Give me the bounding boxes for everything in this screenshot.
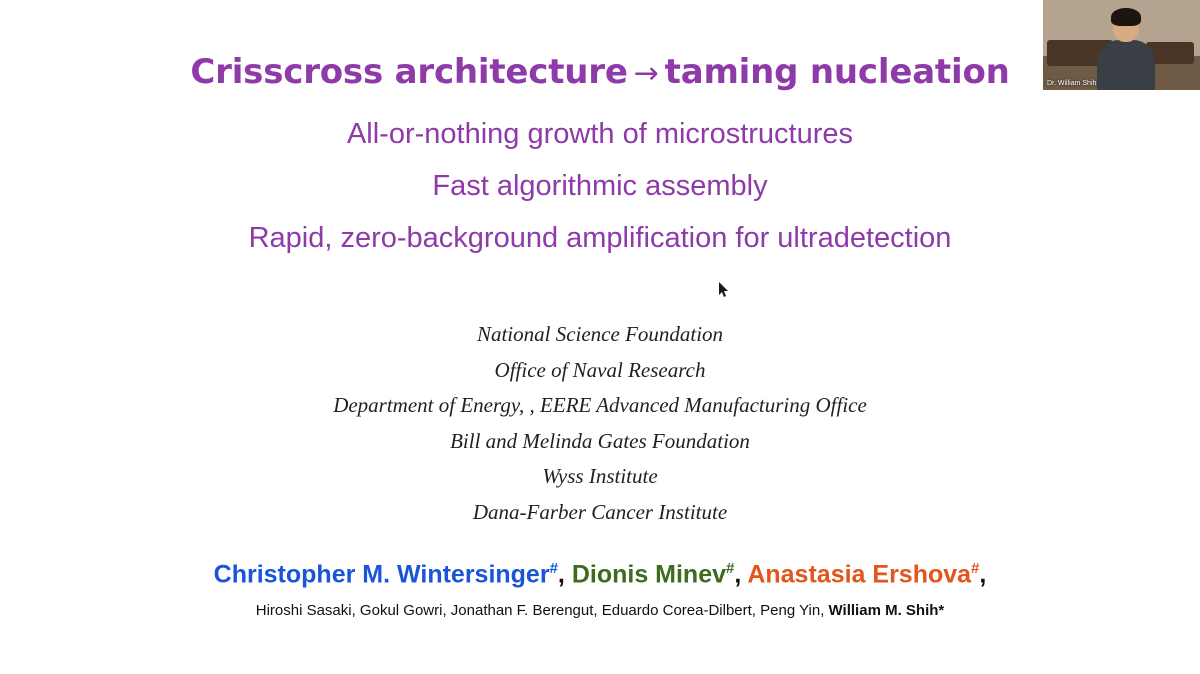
author-name-primary-1: Christopher M. Wintersinger xyxy=(213,560,550,589)
slide-subtitle-2: Fast algorithmic assembly xyxy=(432,170,768,202)
author-trailing-comma: , xyxy=(979,560,987,589)
slide-title-part-1: Crisscross architecture xyxy=(190,52,628,92)
funder-item: Wyss Institute xyxy=(542,464,658,488)
video-feed xyxy=(1043,0,1200,90)
participant-name-label: Dr. William Shih xyxy=(1047,80,1097,87)
secondary-authors-text: Hiroshi Sasaki, Gokul Gowri, Jonathan F. Berengut, Eduardo Corea-Dilbert, Peng Yin, xyxy=(255,602,829,619)
slide-subtitle-list xyxy=(0,108,1200,264)
author-separator-1: , xyxy=(557,560,572,589)
author-name-primary-2: Dionis Minev xyxy=(571,560,727,589)
senior-author-name: William M. Shih* xyxy=(828,602,945,619)
author-name-primary-3: Anastasia Ershova xyxy=(747,560,972,589)
funder-item: Bill and Melinda Gates Foundation xyxy=(450,428,750,453)
funder-item: Department of Energy, , EERE Advanced Manufacturing Office xyxy=(333,393,867,417)
mouse-cursor-icon xyxy=(718,282,730,298)
funder-item: Office of Naval Research xyxy=(494,357,706,382)
slide-subtitle-3: Rapid, zero-background amplification for ultradetection xyxy=(248,222,952,254)
funders-list xyxy=(0,317,1200,530)
slide-title-part-2: taming nucleation xyxy=(664,52,1010,92)
author-mark-1: # xyxy=(549,560,558,577)
slide-title xyxy=(0,52,1200,92)
author-separator-2: , xyxy=(734,560,748,589)
primary-authors xyxy=(0,560,1200,589)
speaker-video-tile[interactable] xyxy=(1043,0,1200,90)
author-mark-2: # xyxy=(726,560,735,577)
author-mark-3: # xyxy=(971,560,980,577)
funder-item: Dana-Farber Cancer Institute xyxy=(472,499,728,524)
funder-item: National Science Foundation xyxy=(476,322,724,346)
slide-subtitle-1: All-or-nothing growth of microstructures xyxy=(346,118,854,150)
right-arrow-icon: → xyxy=(633,56,659,91)
video-person-hair xyxy=(1111,8,1141,26)
video-person-body xyxy=(1097,40,1155,90)
secondary-authors xyxy=(0,602,1200,619)
